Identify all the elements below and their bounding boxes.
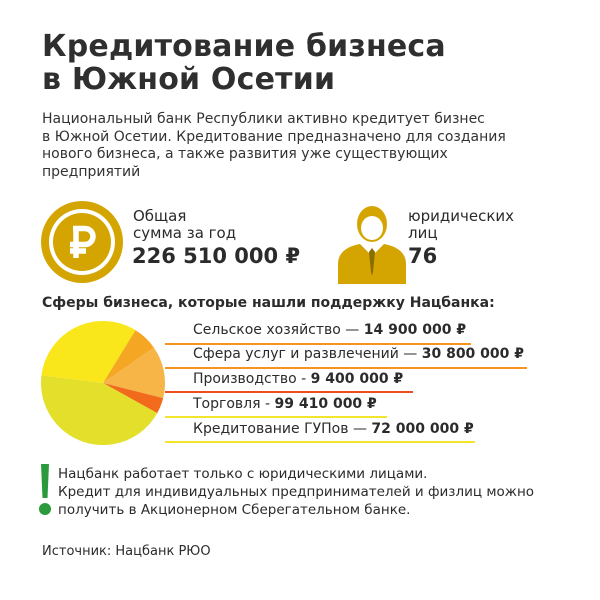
slice-value: 72 000 000 ₽ — [371, 421, 474, 437]
sectors-title: Сферы бизнеса, которые нашли поддержку Нацбанка: — [42, 295, 495, 311]
slice-label: Сельское хозяйство — [193, 322, 341, 338]
intro-line: нового бизнеса, а также развития уже существующих — [42, 146, 448, 162]
ruble-coin-icon — [40, 200, 124, 284]
intro-line: Национальный банк Республики активно кредитует бизнес — [42, 111, 485, 127]
total-label-line-1: Общая — [133, 207, 187, 225]
entities-label-line-1: юридических — [408, 207, 515, 225]
legend-item-gup: Кредитование ГУПов — 72 000 000 ₽ — [193, 421, 474, 437]
entities-value: 76 — [408, 244, 438, 268]
legend-item-production: Производство - 9 400 000 ₽ — [193, 371, 404, 387]
slice-label: Сфера услуг и развлечений — [193, 346, 399, 362]
slice-label: Производство — [193, 371, 297, 387]
exclamation-icon — [38, 462, 52, 518]
slice-value: 14 900 000 ₽ — [363, 322, 467, 338]
legend-underline-trade — [165, 416, 387, 418]
legend-underline-agriculture — [165, 343, 471, 345]
slice-label: Торговля — [193, 396, 261, 412]
note-line: Кредит для индивидуальных предпринимателей и физлиц можно — [58, 484, 535, 500]
title-line-2: в Южной Осетии — [42, 62, 336, 97]
legend-item-agriculture: Сельское хозяйство — 14 900 000 ₽ — [193, 322, 467, 338]
entities-label-line-2: лиц — [408, 224, 438, 242]
intro-line: предприятий — [42, 163, 141, 180]
legend-underline-gup — [165, 441, 475, 443]
note-text — [58, 465, 578, 519]
legend-underline-production — [165, 391, 413, 393]
legend-item-trade: Торговля - 99 410 000 ₽ — [193, 396, 377, 412]
source-text: Источник: Нацбанк РЮО — [42, 544, 211, 559]
page-title — [42, 30, 562, 96]
person-icon — [336, 198, 408, 284]
intro-line: в Южной Осетии. Кредитование предназначено для создания — [42, 128, 506, 145]
entities-label — [408, 208, 514, 242]
slice-value: 99 410 000 ₽ — [274, 396, 377, 412]
slice-label: Кредитование ГУПов — [193, 421, 349, 437]
total-label — [133, 208, 236, 242]
total-label-line-2: сумма за год — [133, 224, 237, 242]
legend-underline-services — [165, 367, 527, 369]
note-line: получить в Акционерном Сберегательном банке. — [58, 502, 411, 518]
total-value: 226 510 000 ₽ — [132, 244, 301, 268]
intro-text — [42, 111, 562, 181]
slice-value: 9 400 000 ₽ — [310, 371, 404, 387]
note-line: Нацбанк работает только с юридическими лицами. — [58, 466, 428, 482]
legend-item-services: Сфера услуг и развлечений — 30 800 000 ₽ — [193, 346, 525, 362]
slice-value: 30 800 000 ₽ — [421, 346, 525, 362]
title-line-1: Кредитование бизнеса — [42, 29, 446, 64]
sectors-pie-chart — [38, 318, 168, 448]
